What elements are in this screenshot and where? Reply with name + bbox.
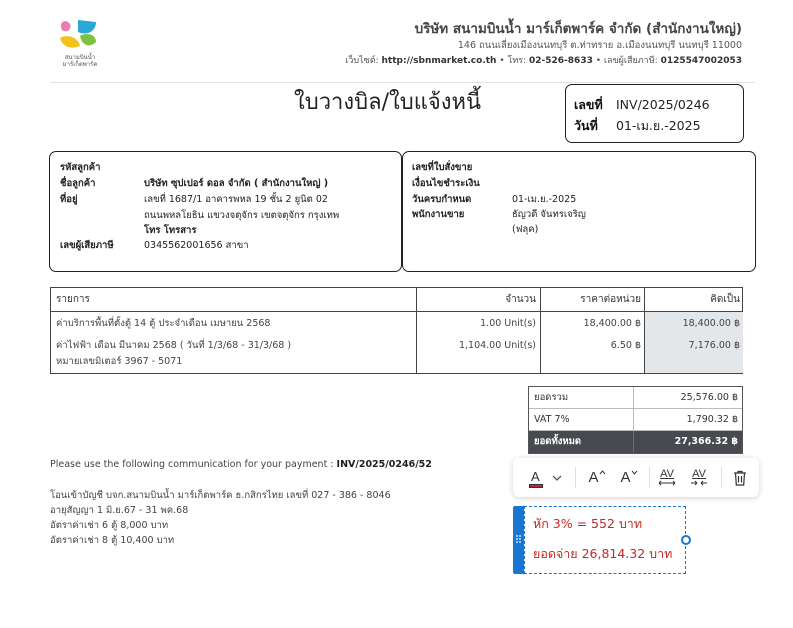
invoice-info-box: [565, 84, 744, 143]
payment-reference: INV/2025/0246/52: [336, 459, 432, 470]
subtotal-row: [529, 387, 742, 409]
grip-icon: [513, 506, 524, 574]
company-name: บริษัท สนามบินน้ำ มาร์เก็ตพาร์ค จำกัด (สำนักงานใหญ่): [414, 21, 742, 37]
text-color-swatch: [529, 484, 543, 488]
deduction-text[interactable]: หัก 3% = 552 บาท: [533, 516, 643, 531]
decrease-letter-spacing-button[interactable]: [687, 458, 711, 497]
payment-comm-text: Please use the following communication for your payment :: [50, 459, 337, 470]
item-2-description-line2: หมายเลขมิเตอร์ 3967 - 5071: [56, 356, 183, 367]
note-line: อัตราค่าเช่า 6 ตู้ 8,000 บาท: [50, 520, 169, 531]
header-amount: คิดเป็น: [710, 294, 740, 305]
chevron-down-icon[interactable]: [549, 458, 565, 497]
customer-code-label: รหัสลูกค้า: [60, 162, 101, 173]
toolbar-divider: [575, 467, 576, 488]
text-format-toolbar: [513, 458, 759, 497]
drag-handle[interactable]: [513, 506, 524, 574]
invoice-no-label: เลขที่: [574, 97, 603, 112]
delete-button[interactable]: [729, 458, 751, 497]
company-address: 146 ถนนเลี่ยงเมืองนนทบุรี ต.ท่าทราย อ.เมืองนนทบุรี นนทบุรี 11000: [457, 40, 742, 51]
toolbar-divider: [721, 467, 722, 488]
items-table: [50, 287, 743, 374]
item-2-unit-price: 6.50 ฿: [610, 340, 641, 351]
subtotal-label: ยอดรวม: [534, 392, 569, 403]
caret-up-icon: [599, 470, 606, 475]
customer-address-label: ที่อยู่: [60, 194, 78, 205]
customer-address-line2: ถนนพหลโยธิน แขวงจตุจักร เขตจตุจักร กรุงเทพ: [144, 210, 340, 221]
item-1-unit-price: 18,400.00 ฿: [583, 318, 641, 329]
spacing-glyph: AV: [692, 468, 706, 480]
note-line: โอนเข้าบัญชี บจก.สนามบินน้ำ มาร์เก็ตพาร์ค ธ.กสิกรไทย เลขที่ 027 - 386 - 8046: [50, 490, 391, 501]
customer-box: [49, 151, 402, 272]
subtotal-value: 25,576.00 ฿: [680, 392, 738, 403]
phone-label: • โทร:: [496, 56, 527, 66]
header-description: รายการ: [56, 294, 90, 305]
item-1-quantity: 1.00 Unit(s): [480, 318, 536, 329]
grand-total-label: ยอดทั้งหมด: [534, 436, 582, 447]
salesperson-nickname: (ฟลุค): [512, 224, 539, 235]
website-label: เว็บไซต์:: [345, 56, 379, 66]
net-payment-text[interactable]: ยอดจ่าย 26,814.32 บาท: [533, 546, 673, 561]
trash-icon: [733, 470, 747, 486]
header-divider: [50, 82, 755, 83]
font-up-glyph: A: [588, 469, 599, 486]
increase-font-size-button[interactable]: [585, 458, 609, 497]
customer-address-line1: เลขที่ 1687/1 อาคารพหล 19 ชั้น 2 ยูนิต 02: [144, 194, 328, 205]
column-divider: [633, 409, 634, 430]
invoice-no: INV/2025/0246: [616, 97, 710, 112]
caret-down-icon: [631, 470, 638, 475]
phone: 02-526-8633: [529, 56, 593, 66]
font-down-glyph: A: [620, 469, 631, 486]
invoice-date-label: วันที่: [574, 118, 598, 133]
grand-total-value: 27,366.32 ฿: [674, 436, 738, 447]
customer-name: บริษัท ซุปเปอร์ ดอล จำกัด ( สำนักงานใหญ่ ): [144, 178, 329, 189]
document-title: ใบวางบิล/ใบแจ้งหนี้: [294, 90, 482, 115]
company-contact: [345, 53, 742, 67]
invoice-date: 01-เม.ย.-2025: [616, 118, 701, 133]
column-divider: [644, 288, 645, 373]
expand-arrows-icon: [658, 480, 676, 486]
customer-tax-label: เลขผู้เสียภาษี: [60, 240, 114, 251]
company-tax-id: 0125547002053: [660, 56, 742, 66]
text-color-glyph: A: [531, 468, 540, 484]
vat-value: 1,790.32 ฿: [686, 414, 738, 425]
compress-arrows-icon: [690, 480, 708, 486]
po-label: เลขที่ใบสั่งขาย: [412, 162, 473, 173]
customer-tax-id: 0345562001656 สาขา: [144, 240, 249, 251]
vat-label: VAT 7%: [534, 414, 570, 425]
note-line: อัตราค่าเช่า 8 ตู้ 10,400 บาท: [50, 535, 175, 546]
salesperson-label: พนักงานขาย: [412, 209, 465, 220]
due-date: 01-เม.ย.-2025: [512, 194, 577, 205]
spacing-glyph: AV: [660, 468, 674, 480]
terms-label: เงื่อนไขชำระเงิน: [412, 178, 480, 189]
item-2-amount: 7,176.00 ฿: [688, 340, 740, 351]
text-color-button[interactable]: [525, 458, 547, 497]
item-1-description: ค่าบริการพื้นที่ตั้งตู้ 14 ตู้ ประจำเดือน เมษายน 2568: [56, 318, 271, 329]
payment-communication: [50, 459, 432, 470]
logo-caption: สนามบินน้ำ มาร์เก็ตพาร์ค: [62, 54, 98, 68]
payment-notes: [50, 488, 391, 548]
item-2-quantity: 1,104.00 Unit(s): [458, 340, 536, 351]
salesperson-name: ธัญวดี จันทรเจริญ: [512, 209, 586, 220]
selected-text-box[interactable]: [524, 506, 686, 574]
decrease-font-size-button[interactable]: [617, 458, 641, 497]
order-box: [402, 151, 756, 272]
toolbar-divider: [649, 467, 650, 488]
vat-row: [529, 409, 742, 431]
note-line: อายุสัญญา 1 มิ.ย.67 - 31 พค.68: [50, 505, 189, 516]
item-2-description: ค่าไฟฟ้า เดือน มีนาคม 2568 ( วันที่ 1/3/68 - 31/3/68 ): [56, 340, 292, 351]
totals-table: [528, 386, 743, 454]
header-unit-price: ราคาต่อหน่วย: [580, 294, 641, 305]
grand-total-row: [529, 431, 742, 453]
customer-name-label: ชื่อลูกค้า: [60, 178, 96, 189]
column-divider: [633, 387, 634, 408]
resize-handle[interactable]: [681, 535, 691, 545]
tax-label: • เลขผู้เสียภาษี:: [592, 56, 658, 66]
item-1-amount: 18,400.00 ฿: [682, 318, 740, 329]
website: http://sbnmarket.co.th: [381, 56, 497, 66]
due-date-label: วันครบกำหนด: [412, 194, 472, 205]
column-divider: [633, 431, 634, 453]
increase-letter-spacing-button[interactable]: [655, 458, 679, 497]
customer-phone-label: โทร โทรสาร: [144, 225, 197, 236]
header-quantity: จำนวน: [505, 294, 536, 305]
header-divider-line: [51, 311, 742, 312]
